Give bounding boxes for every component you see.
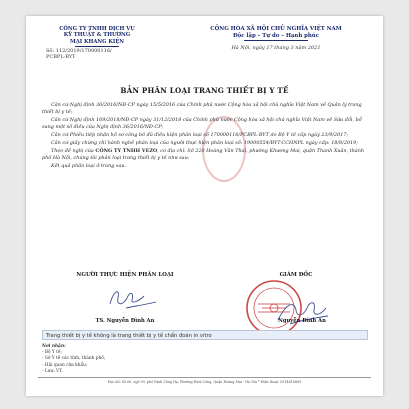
legal-basis-4: Căn cứ giấy chứng chỉ hành nghề phân loại của người thực hiện phân loại số: 19000554/BYT-CCHNPL ngày cấp: 18/8/2019; — [51, 140, 358, 147]
nation-title: CỘNG HÒA XÃ HỘI CHỦ NGHĨA VIỆT NAM — [210, 26, 342, 32]
issuer-name-line3: MẠI KHANG KIỆN — [69, 38, 125, 45]
legal-basis-1: Căn cứ Nghị định 36/2016/NĐ-CP ngày 15/5/2016 của Chính phủ nước Cộng hòa xã hội chủ nghĩa Việt Nam về Quản lý trang thiết bị y tế; — [42, 102, 362, 116]
issuer-header — [32, 26, 162, 60]
request-company: CÔNG TY TNHH VEZO — [95, 148, 158, 155]
recipient-item: - Bộ Y tế; — [42, 350, 62, 356]
document-page — [26, 16, 383, 396]
footer-divider — [38, 377, 371, 378]
document-number-line1: Số: 112/2019/170000116/ — [46, 47, 112, 54]
legal-basis-3: Căn cứ Phiếu tiếp nhận hồ sơ công bố đủ điều kiện phân loại số 170000116/PCBPL-BYT do Bộ Y tế cấp ngày 23/9/2017; — [51, 132, 349, 139]
document-title: BẢN PHÂN LOẠI TRANG THIẾT BỊ Y TẾ — [120, 86, 289, 95]
request-paragraph — [42, 148, 368, 163]
national-header — [176, 26, 376, 52]
legal-basis-2: Căn cứ Nghị định 169/2018/NĐ-CP ngày 31/12/2018 của Chính phủ nước Cộng hòa xã hội chủ nghĩa Việt Nam về Sửa đổi, bổ sung một số điều của Nghị định 36/2016/NĐ-CP; — [42, 117, 362, 131]
recipients-heading: Nơi nhận: — [42, 344, 66, 349]
recipient-item: - Hải quan cửa khẩu; — [42, 362, 88, 368]
document-number-line2: PCBPL-BYT — [46, 54, 76, 61]
director-label: GIÁM ĐỐC — [279, 272, 313, 278]
request-pre: Theo đề nghị của — [51, 148, 96, 155]
ivd-statement-box: Trang thiết bị y tế không là trang thiết bị y tế chẩn đoán in vitro — [42, 330, 368, 340]
footer-address: Địa chỉ: Số 66, ngõ 99, phố Định Công Hạ, Phường Định Công, Quận Hoàng Mai - Hà Nội * Điện thoại: 0914618889 — [107, 380, 302, 384]
director-name: Nguyễn Đình An — [278, 318, 326, 324]
result-line: Kết quả phân loại ở trang sau. — [51, 163, 127, 170]
classifier-label: NGƯỜI THỰC HIỆN PHÂN LOẠI — [76, 272, 174, 278]
recipients-block — [42, 344, 202, 375]
issuer-name-line2: KỸ THUẬT & THƯƠNG — [63, 32, 131, 39]
document-body — [42, 102, 368, 171]
request-post: , có địa chỉ: Số 220 Hoàng Văn Thái, phường Khương Mai, quận Thanh Xuân, thành phố Hà Nội, chúng tôi phân loại trang thiết bị y tế như sau: — [42, 148, 364, 162]
classifier-name: TS. Nguyễn Đình An — [95, 318, 155, 324]
place-date: Hà Nội, ngày 17 tháng 3 năm 2021 — [231, 45, 321, 51]
classifier-signature — [96, 284, 166, 312]
recipient-item: - Sở Y tế các tỉnh, thành phố; — [42, 356, 106, 362]
national-motto: Độc lập – Tự do – Hạnh phúc — [232, 32, 320, 39]
issuer-underline — [75, 46, 119, 47]
issuer-name-line1: CÔNG TY TNHH DỊCH VỤ — [59, 26, 135, 32]
recipient-item: - Lưu: VT. — [42, 368, 63, 374]
motto-underline — [244, 40, 308, 41]
